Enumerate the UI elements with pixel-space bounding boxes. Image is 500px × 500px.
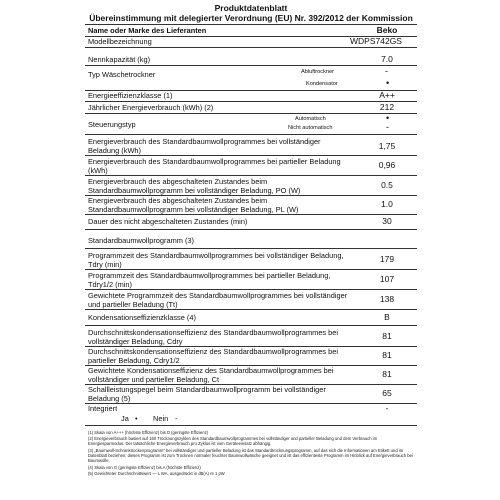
row-value: 81 [382, 369, 392, 379]
divider [85, 289, 417, 290]
divider [85, 65, 417, 66]
row-value: 138 [379, 294, 395, 304]
sheet-title: Produktdatenblatt [214, 3, 288, 13]
row-label: Programmzeit des Standardbaumwollprogrammes bei partieller Beladung, Tdry1/2 (min) [88, 271, 331, 289]
row-value: WDPS742GS [350, 36, 402, 46]
row-label: Jährlicher Energieverbrauch (kWh) (2) [88, 103, 214, 112]
divider [85, 425, 417, 426]
divider [85, 47, 417, 48]
row-label: Gewichtete Programmzeit des Standardbaumwollprogrammes bei vollständiger und partieller Beladung (Tt) [88, 291, 348, 309]
dryer-exhaust-label: Abluftrockner [301, 69, 334, 75]
row-value: A++ [379, 90, 395, 100]
row-value: 212 [379, 102, 395, 112]
row-value: 179 [379, 254, 395, 264]
dryer-condenser-label: Kondensator [306, 81, 338, 87]
row-label: Energieverbrauch des Standardbaumwollprogrammes bei partieller Beladung (kWh) [88, 157, 341, 175]
row-value: 107 [379, 274, 395, 284]
row-value: 0,96 [378, 160, 396, 170]
row-value: 65 [382, 388, 392, 398]
row-value: 30 [382, 216, 392, 226]
row-value: B [384, 312, 390, 322]
row-label: Typ Wäschetrockner [88, 70, 156, 79]
dryer-condenser-value: • [386, 78, 390, 88]
row-label: Durchschnittskondensationseffizienz des Standardbaumwollprogrammes bei vollständiger Beladung, Cdry [88, 328, 339, 346]
row-label: Gewichtete Kondensationseffizienz des Standardbaumwollprogrammes bei vollständiger und partieller Beladung, Ct [88, 366, 334, 384]
divider [85, 229, 417, 230]
integrated-no-label: Nein [153, 414, 169, 423]
row-value: 81 [382, 350, 392, 360]
row-label: Energieverbrauch des abgeschalteten Zustandes beim Standardbaumwollprogramm bei vollständiger Beladung, PO (W) [88, 177, 301, 195]
row-value: 0.5 [381, 180, 393, 190]
row-value: 7.0 [381, 54, 393, 64]
divider [85, 309, 417, 310]
footnote-3: (3) „Baumwoll-Schranktrockenprogramm" bei vollständiger und partieller Beladung ist das Standardtrocknungsprogramm, auf das sich die Informationen am Etikett und im Datenblatt beziehen; dieses Programm ist zum Trocknen normaler feuchter Baumwollwäsche geeignet und ist das effizienteste Programm im Hinblick auf Energieverbrauch bei Baumwolle. [88, 448, 413, 464]
product-data-sheet [85, 0, 417, 500]
dryer-exhaust-value: - [385, 66, 388, 76]
footnote-2: (2) Energieverbrauch basiert auf 160 Trocknungszyklen des Standardbaumwollprogrammes bei vollständiger und partieller Beladung und dem Verbrauch im Energiesparmodus. Der tatsächliche Energieverbrauch pro Zyklus ist vom Geräteeinsatz abhängig. [88, 436, 378, 447]
sheet-subtitle: Übereinstimmung mit delegierter Verordnung (EU) Nr. 392/2012 der Kommission [89, 13, 413, 23]
row-label: Integriert [88, 404, 118, 413]
row-label: Energieeffizienzklasse (1) [88, 91, 173, 100]
control-nonauto-label: Nicht automatisch [288, 125, 333, 131]
row-label: Standardbaumwollprogramm (3) [88, 236, 194, 245]
control-nonauto-value: - [386, 122, 389, 132]
row-label: Programmzeit des Standardbaumwollprogrammes bei vollständiger Beladung, Tdry (min) [88, 251, 344, 269]
integrated-yes-mark: • [135, 414, 138, 423]
divider [85, 113, 417, 114]
divider [85, 24, 417, 25]
divider [85, 101, 417, 102]
row-value: 1.0 [381, 199, 393, 209]
row-value: 1,75 [378, 141, 396, 151]
row-value: Beko [376, 25, 398, 35]
footnote-1: (1) Skala von A+++ (höchste Effizienz) bis D (geringste Effizienz) [88, 430, 209, 435]
integrated-no-mark: - [175, 414, 178, 423]
row-label: Modellbezeichnung [88, 37, 152, 46]
row-label: Durchschnittskondensationseffizienz des Standardbaumwollprogrammes bei partieller Beladung, Cdry1/2 [88, 347, 339, 365]
row-label: Nennkapazität (kg) [88, 55, 151, 64]
row-label: Kondensationseffizienzklasse (4) [88, 313, 196, 322]
row-label: Steuerungstyp [88, 120, 136, 129]
row-value: - [385, 403, 389, 413]
divider [85, 269, 417, 270]
row-label: Name oder Marke des Lieferanten [88, 26, 207, 35]
row-label: Energieverbrauch des abgeschalteten Zustandes beim Standardbaumwollprogramm bei vollständiger Beladung, PL (W) [88, 196, 299, 214]
integrated-yes-label: Ja [121, 414, 129, 423]
divider [85, 175, 417, 176]
divider [85, 214, 417, 215]
divider [85, 134, 417, 135]
row-value: 81 [382, 331, 392, 341]
row-label: Schallleistungspegel beim Standardbaumwollprogramm bei vollständiger Beladung (5) [88, 385, 326, 403]
divider [85, 155, 417, 156]
divider [85, 248, 417, 249]
row-label: Energieverbrauch des Standardbaumwollprogrammes bei vollständiger Beladung (kWh) [88, 137, 321, 155]
control-auto-label: Automatisch [295, 116, 326, 122]
footnote-4: (4) Skala von G (geringste Effizienz) bis A (höchste Effizienz) [88, 465, 201, 470]
footnote-5: (5) Gewichteter Durchschnittswert — L WA, ausgedrückt in dB(A) re 1 pW [88, 471, 225, 476]
row-label: Dauer des nicht abgeschalteten Zustandes (min) [88, 217, 248, 226]
divider [85, 325, 417, 326]
control-auto-value: • [386, 113, 390, 123]
